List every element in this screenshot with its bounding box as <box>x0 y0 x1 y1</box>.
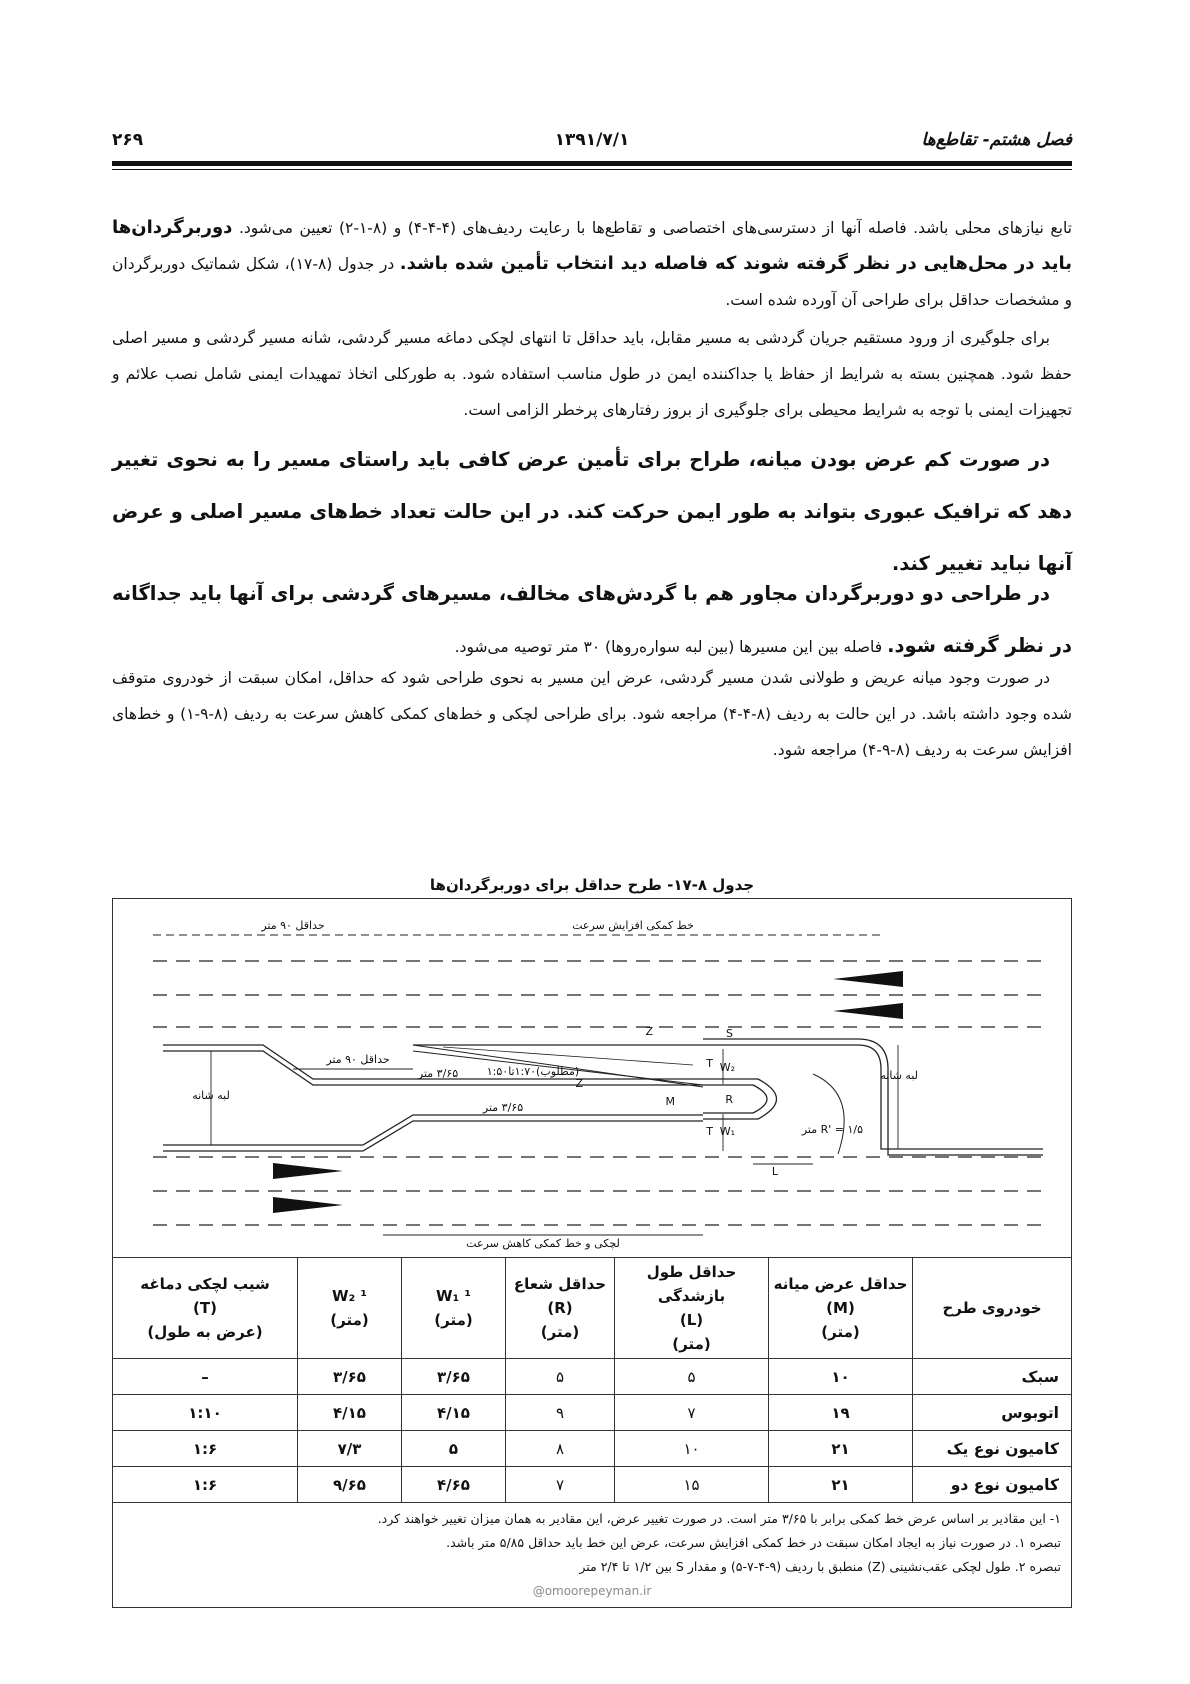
median-nose <box>703 1085 767 1113</box>
label-w1: W₁ <box>719 1125 735 1138</box>
label-w2: W₂ <box>719 1061 735 1074</box>
cell-l: ۷ <box>615 1395 769 1431</box>
cell-m: ۲۱ <box>769 1431 913 1467</box>
cell-w1: ۴/۶۵ <box>402 1467 506 1503</box>
header-nose-taper: شیب لچکی دماغه (T) (عرض به طول) <box>113 1258 298 1359</box>
label-shoulder-right: لبه شانه <box>880 1069 918 1082</box>
cell-m: ۱۹ <box>769 1395 913 1431</box>
note-2: تبصره ۱. در صورت نیاز به ایجاد امکان سبقت در خط کمکی افزایش سرعت، عرض این خط باید حداقل ۵/۸۵ متر باشد. <box>446 1535 1061 1550</box>
paragraph-4-bold: در طراحی دو دوربرگردان مجاور هم با گردش‌های مخالف، مسیرهای گردشی برای آنها باید جداگانه در نظر گرفته شود. <box>112 582 1072 657</box>
label-l: L <box>771 1165 778 1178</box>
cell-w1: ۳/۶۵ <box>402 1359 506 1395</box>
label-t-bot: T <box>706 1125 713 1138</box>
arrow-eastbound-1 <box>273 1163 343 1179</box>
cell-w1: ۵ <box>402 1431 506 1467</box>
paragraph-2: برای جلوگیری از ورود مستقیم جریان گردشی به مسیر مقابل، باید حداقل تا انتهای لچکی دماغه مسیر گردشی، شانه مسیر گردشی و مسیر اصلی حفظ شود. همچنین بسته به شرایط از حفاظ یا جداکننده ایمن در طول مناسب استفاده شود. به طورکلی اتخاذ تمهیدات ایمنی شامل نصب علائم و تجهیزات ایمنی با توجه به شرایط محیطی برای جلوگیری از بروز رفتارهای پرخطر الزامی است. <box>112 329 1072 419</box>
cell-vehicle: اتوبوس <box>913 1395 1072 1431</box>
cell-w2: ۹/۶۵ <box>298 1467 402 1503</box>
paragraph-1 <box>112 210 1072 318</box>
cell-w2: ۷/۳ <box>298 1431 402 1467</box>
arrow-westbound-1 <box>833 971 903 987</box>
cell-r: ۸ <box>506 1431 615 1467</box>
header-median-width: حداقل عرض میانه (M) (متر) <box>769 1258 913 1359</box>
label-r-prime: R' = ۱/۵ متر <box>801 1123 863 1136</box>
header-min-radius: حداقل شعاع (R) (متر) <box>506 1258 615 1359</box>
paragraph-4-text: فاصله بین این مسیرها (بین لبه سواره‌روها) ۳۰ متر توصیه می‌شود. <box>454 638 888 656</box>
cell-r: ۵ <box>506 1359 615 1395</box>
cell-t: – <box>113 1359 298 1395</box>
cell-t: ۱:۶ <box>113 1431 298 1467</box>
label-m: M <box>665 1095 675 1108</box>
label-t-top: T <box>706 1057 713 1070</box>
label-accel-lane: خط کمکی افزایش سرعت <box>572 919 694 932</box>
median-edge-bot-outer <box>163 1115 703 1145</box>
cell-t: ۱:۱۰ <box>113 1395 298 1431</box>
table-notes <box>113 1503 1072 1608</box>
paragraph-3: در صورت کم عرض بودن میانه، طراح برای تأمین عرض کافی باید راستای مسیر را به نحوی تغییر دهد که ترافیک عبوری بتواند به طور ایمن حرکت کند. در این حالت تعداد خط‌های مسیر اصلی و عرض آنها نباید تغییر کند. <box>112 448 1072 575</box>
cell-l: ۵ <box>615 1359 769 1395</box>
header-date: ۱۳۹۱/۷/۱ <box>554 130 630 150</box>
cell-vehicle: سبک <box>913 1359 1072 1395</box>
note-3: تبصره ۲. طول لچکی عقب‌نشینی (Z) منطبق با ردیف (۹-۴-۷-۵) و مقدار S بین ۱/۲ تا ۲/۴ متر <box>579 1559 1061 1574</box>
label-w365-b: ۳/۶۵ متر <box>482 1101 524 1114</box>
header-w2: W₂ ¹ (متر) <box>298 1258 402 1359</box>
r-prime-arc <box>813 1074 844 1154</box>
cell-m: ۱۰ <box>769 1359 913 1395</box>
paragraph-1-bold: دوربرگردان‌ها باید در محل‌هایی در نظر گرفته شوند که فاصله دید انتخاب تأمین شده باشد. <box>112 217 1072 274</box>
chapter-title: فصل هشتم- تقاطع‌ها <box>921 130 1072 150</box>
cell-w2: ۳/۶۵ <box>298 1359 402 1395</box>
header-opening-length: حداقل طول بازشدگی (L) (متر) <box>615 1258 769 1359</box>
turn-path-outer-2 <box>703 1039 1043 1155</box>
header-rule-thin <box>112 169 1072 170</box>
paragraph-4 <box>112 568 1072 673</box>
figure-caption: جدول ۸-۱۷- طرح حداقل برای دوربرگردان‌ها <box>429 876 755 894</box>
page-header <box>112 126 1072 156</box>
header-vehicle: خودروی طرح <box>913 1258 1072 1359</box>
cell-w2: ۴/۱۵ <box>298 1395 402 1431</box>
arrow-eastbound-2 <box>273 1197 343 1213</box>
cell-t: ۱:۶ <box>113 1467 298 1503</box>
header-rule-thick <box>112 161 1072 166</box>
cell-vehicle: کامیون نوع یک <box>913 1431 1072 1467</box>
label-z-mid: Z <box>575 1077 583 1090</box>
cell-l: ۱۰ <box>615 1431 769 1467</box>
label-r: R <box>725 1093 733 1106</box>
cell-w1: ۴/۱۵ <box>402 1395 506 1431</box>
table-row <box>113 1431 1072 1467</box>
label-decel-lane: لچکی و خط کمکی کاهش سرعت <box>466 1237 620 1250</box>
label-taper-ratio: (مطلوب)۱:۷۰تا۱:۵۰ <box>486 1065 580 1078</box>
paragraph-1-text-a: تابع نیازهای محلی باشد. فاصله آنها از دسترسی‌های اختصاصی و تقاطع‌ها با رعایت ردیف‌های (۴-۴-۴) و (۸-۱-۲) تعیین می‌شود. <box>238 219 1072 237</box>
table-header-row <box>113 1258 1072 1359</box>
paragraph-5: در صورت وجود میانه عریض و طولانی شدن مسیر گردشی، عرض این مسیر به نحوی طراحی شود که حداقل، امکان سبقت از خودروی متوقف شده وجود داشته باشد. در این حالت به ردیف (۸-۴-۴) مراجعه شود. برای طراحی لچکی و خط‌های کمکی کاهش سرعت به ردیف (۸-۹-۱) و خط‌های افزایش سرعت به ردیف (۸-۹-۴) مراجعه شود. <box>112 669 1072 759</box>
page-number: ۲۶۹ <box>112 130 144 150</box>
label-w365-a: ۳/۶۵ متر <box>417 1067 459 1080</box>
taper-hatch <box>443 1047 693 1065</box>
median-edge-bot-inner <box>163 1121 703 1151</box>
arrow-westbound-2 <box>833 1003 903 1019</box>
header-w1: W₁ ¹ (متر) <box>402 1258 506 1359</box>
table-notes-row <box>113 1503 1072 1608</box>
label-min90-top: حداقل ۹۰ متر <box>261 919 325 932</box>
label-shoulder-left: لبه شانه <box>192 1089 230 1102</box>
cell-r: ۷ <box>506 1467 615 1503</box>
median-uturn-figure <box>112 898 1072 1258</box>
watermark-text: @omoorepeyman.ir <box>532 1584 652 1598</box>
label-s: S <box>726 1027 733 1040</box>
uturn-diagram <box>113 899 1071 1258</box>
table-row <box>113 1395 1072 1431</box>
cell-l: ۱۵ <box>615 1467 769 1503</box>
cell-vehicle: کامیون نوع دو <box>913 1467 1072 1503</box>
label-min90-mid: حداقل ۹۰ متر <box>326 1053 390 1066</box>
traffic-arrows <box>273 971 903 1213</box>
cell-r: ۹ <box>506 1395 615 1431</box>
label-z-top: Z <box>645 1025 653 1038</box>
cell-m: ۲۱ <box>769 1467 913 1503</box>
table-row <box>113 1467 1072 1503</box>
note-1: ۱- این مقادیر بر اساس عرض خط کمکی برابر با ۳/۶۵ متر است. در صورت تغییر عرض، این مقادیر به همان میزان تغییر خواهند کرد. <box>377 1511 1061 1526</box>
table-row <box>113 1359 1072 1395</box>
design-spec-table <box>112 1257 1072 1608</box>
paragraph-1-text-c: در جدول (۸-۱۷)، شکل شماتیک دوربرگردان و مشخصات حداقل برای طراحی آن آورده شده است. <box>112 255 1072 309</box>
